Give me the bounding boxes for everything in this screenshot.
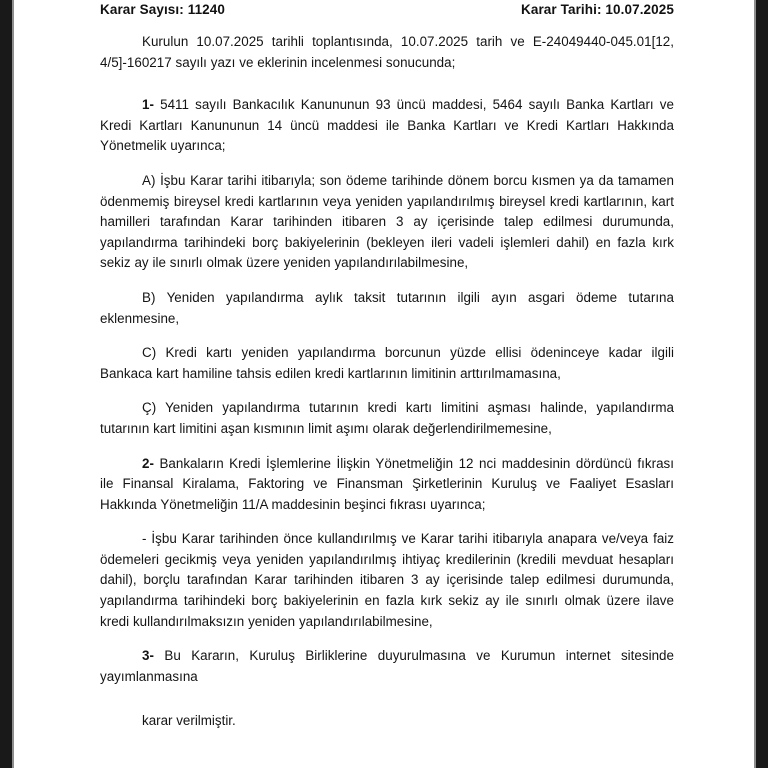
clause-cedilla-text: Yeniden yapılandırma tutarının kredi kartı limitini aşması halinde, yapılandırma tutarının kart limitini aşan kısmının limit aşımı olarak değerlendirilmemesine,: [100, 400, 674, 436]
clause-1-text: 5411 sayılı Bankacılık Kanununun 93 üncü maddesi, 5464 sayılı Banka Kartları ve Kredi Kartları Kanununun 14 üncü maddesi ile Banka Kartları ve Kredi Kartları Hakkında Yönetmelik uyarınca;: [100, 97, 674, 154]
closing-line: karar verilmiştir.: [142, 713, 236, 729]
clause-2-marker: 2-: [142, 455, 154, 471]
clause-1-marker: 1-: [142, 97, 154, 113]
clause-cedilla: [100, 398, 674, 439]
clause-dash: [100, 529, 674, 632]
document-page: [14, 0, 754, 768]
clause-3-text: Bu Kararın, Kuruluş Birliklerine duyurulmasına ve Kurumun internet sitesinde yayımlanmasına: [100, 648, 674, 684]
right-gutter: [756, 0, 768, 768]
clause-3: [100, 646, 674, 687]
clause-dash-text: İşbu Karar tarihinden önce kullandırılmış ve Karar tarihi itibarıyla anapara ve/veya faiz ödemeleri gecikmiş veya yeniden yapılandırılmış ihtiyaç kredilerinin (kredili mevduat hesapları dahil), borçlu tarafından Karar tarihinden itibaren 3 ay içerisinde talep edilmesi durumunda, yapılandırma tarihindeki borç bakiyelerinin en fazla kırk sekiz ay ile sınırlı olmak üzere ilave kredi kullandırılmaksızın yeniden yapılandırılabilmesine,: [100, 531, 674, 629]
clause-a-marker: A): [142, 172, 156, 188]
decision-number: Karar Sayısı: 11240: [100, 2, 225, 17]
decision-date: Karar Tarihi: 10.07.2025: [521, 2, 674, 17]
clause-2: [100, 454, 674, 516]
clause-c: [100, 343, 674, 384]
clause-a: [100, 171, 674, 274]
left-gutter: [0, 0, 12, 768]
clause-1: [100, 95, 674, 157]
clause-c-text: Kredi kartı yeniden yapılandırma borcunun yüzde ellisi ödeninceye kadar ilgili Bankaca kart hamiline tahsis edilen kredi kartlarının limitinin arttırılmamasına,: [100, 345, 674, 381]
clause-b-marker: B): [142, 289, 156, 305]
clause-dash-marker: -: [142, 531, 147, 547]
clause-b-text: Yeniden yapılandırma aylık taksit tutarının ilgili ayın asgari ödeme tutarına eklenmesine,: [100, 289, 674, 326]
document-header: [100, 0, 674, 19]
intro-paragraph: Kurulun 10.07.2025 tarihli toplantısında, 10.07.2025 tarih ve E-24049440-045.01[12, 4/5]-160217 sayılı yazı ve eklerinin incelenmesi sonucunda;: [100, 34, 674, 70]
clause-cedilla-marker: Ç): [142, 400, 157, 416]
document-body: [100, 32, 674, 732]
clause-b: [100, 288, 674, 329]
clause-a-text: İşbu Karar tarihi itibarıyla; son ödeme tarihinde dönem borcu kısmen ya da tamamen ödenmemiş bireysel kredi kartlarının veya yeniden yapılandırılmış bireysel kredi kartlarının, kart hamilleri tarafından Karar tarihinden itibaren 3 ay içerisinde talep edilmesi durumunda, yapılandırma tarihindeki borç bakiyelerinin (bekleyen ileri vadeli işlemleri dahil) en fazla kırk sekiz ay ile sınırlı olmak üzere yeniden yapılandırılabilmesine,: [100, 172, 674, 271]
clause-2-text: Bankaların Kredi İşlemlerine İlişkin Yönetmeliğin 12 nci maddesinin dördüncü fıkrası ile Finansal Kiralama, Faktoring ve Finansman Şirketlerinin Kuruluş ve Faaliyet Esasları Hakkında Yönetmeliğin 11/A maddesinin beşinci fıkrası uyarınca;: [100, 455, 674, 512]
clause-c-marker: C): [142, 345, 157, 361]
clause-3-marker: 3-: [142, 648, 154, 664]
